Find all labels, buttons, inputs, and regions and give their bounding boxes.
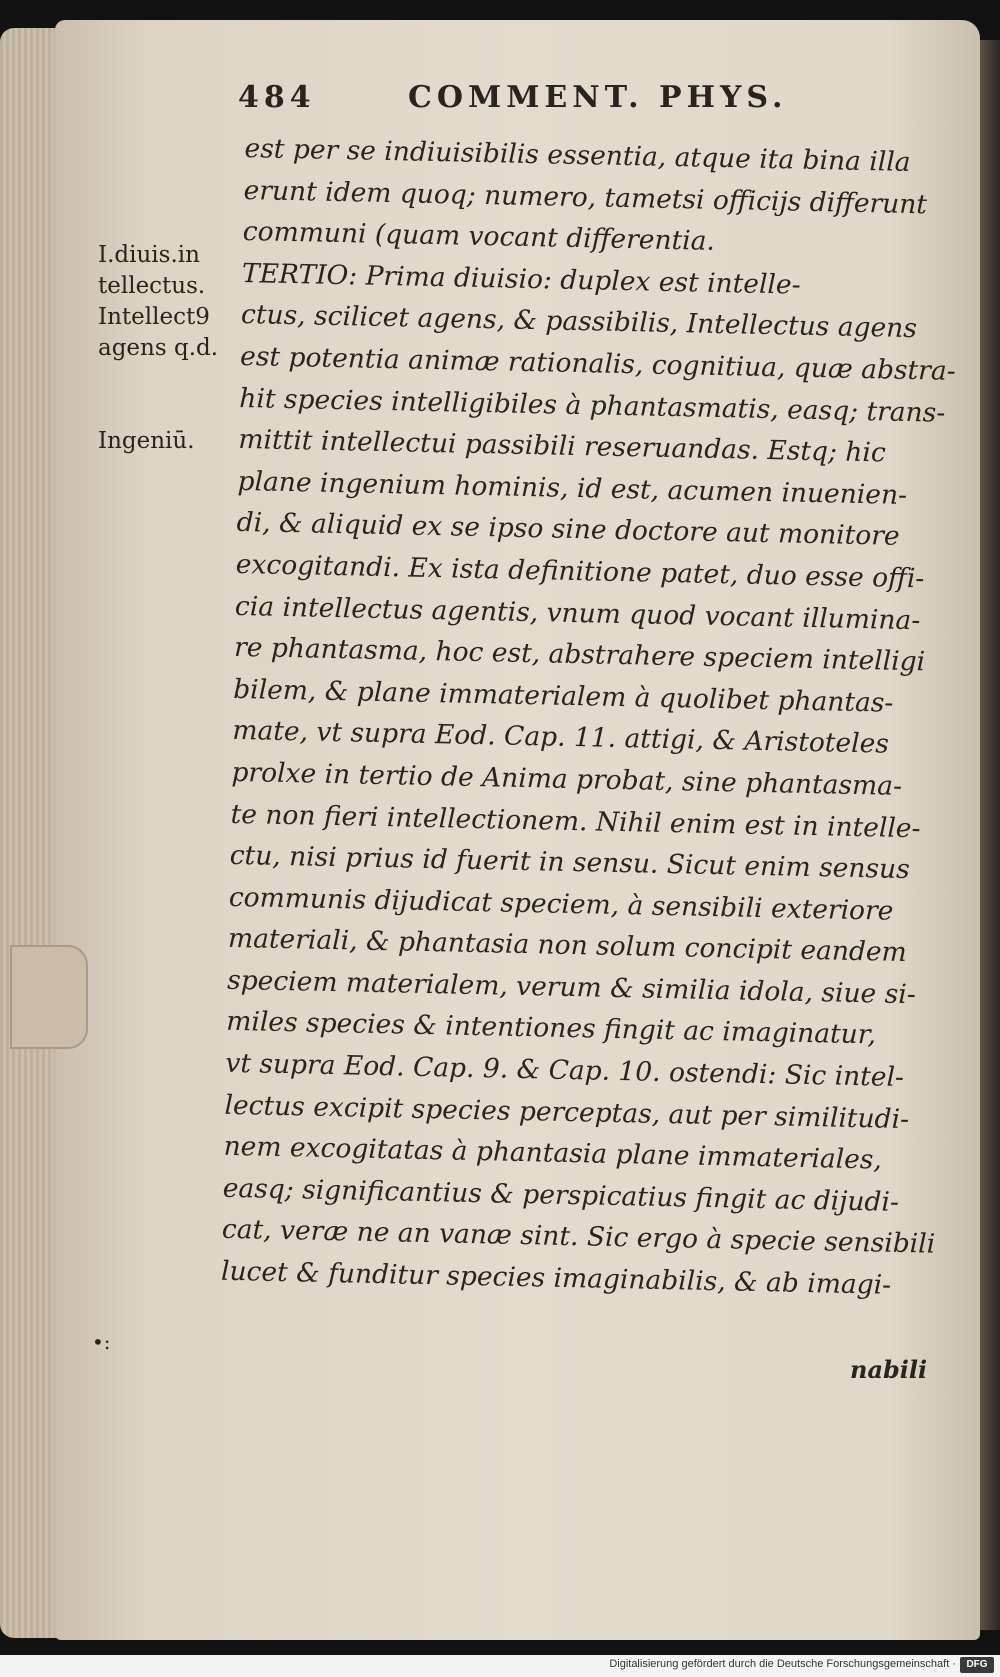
text-line: te non fieri intellectionem. Nihil enim est in intelle- <box>230 798 921 844</box>
text-line: communi (quam vocant differentia. <box>242 216 716 258</box>
text-line: communis dijudicat speciem, à sensibili exteriore <box>228 881 894 927</box>
text-line: excogitandi. Ex ista definitione patet, duo esse offi- <box>235 548 925 595</box>
text-line: vt supra Eod. Cap. 9. & Cap. 10. ostendi: Sic intel- <box>225 1047 905 1094</box>
text-line: plane ingenium hominis, id est, acumen inuenien- <box>237 465 908 511</box>
text-line: cat, veræ ne an vanæ sint. Sic ergo à specie sensibili <box>221 1214 936 1261</box>
text-line: lucet & funditur species imaginabilis, & ab imagi- <box>220 1255 892 1301</box>
running-title: COMMENT. PHYS. <box>408 80 788 115</box>
margin-note: Intellect9 <box>98 304 210 330</box>
text-line: bilem, & plane immaterialem à quolibet phantas- <box>232 673 894 719</box>
text-line: ctu, nisi prius id fuerit in sensu. Sicut enim sensus <box>229 839 911 886</box>
page-number: 484 <box>238 80 316 115</box>
text-line: hit species intelligibiles à phantasmatis, easq; trans- <box>239 382 946 429</box>
text-line: est potentia animæ rationalis, cognitiua, quæ abstra- <box>239 340 956 387</box>
text-line: lectus excipit species perceptas, aut per similitudi- <box>224 1089 910 1135</box>
margin-note: tellectus. <box>98 273 206 299</box>
text-line: easq; significantius & perspicatius fingit ac dijudi- <box>222 1172 900 1218</box>
footer-bar <box>0 1655 1000 1677</box>
text-line: TERTIO: Prima diuisio: duplex est intelle- <box>241 257 801 301</box>
page-header <box>238 80 818 120</box>
book-binding-shadow <box>980 40 1000 1630</box>
margin-note: Ingeniū. <box>98 428 195 454</box>
margin-notes <box>98 240 218 457</box>
margin-note: I.diuis.in <box>98 242 200 268</box>
text-line: cia intellectus agentis, vnum quod vocant illumina- <box>234 590 921 636</box>
margin-mark: •: <box>92 1330 111 1354</box>
text-line: miles species & intentiones fingit ac imaginatur, <box>225 1006 877 1051</box>
text-line: ctus, scilicet agens, & passibilis, Intellectus agens <box>240 299 918 345</box>
margin-note <box>98 395 218 426</box>
text-line: speciem materialem, verum & similia idola, siue si- <box>226 964 917 1011</box>
book-page-edges <box>0 28 60 1638</box>
text-line: erunt idem quoq; numero, tametsi officijs differunt <box>243 174 928 220</box>
body-text <box>220 128 956 1307</box>
bookmark-tab <box>10 945 88 1049</box>
text-line: mittit intellectui passibili reseruandas. Estq; hic <box>238 424 887 469</box>
text-line: re phantasma, hoc est, abstrahere speciem intelligi <box>233 632 926 678</box>
text-line: est per se indiuisibilis essentia, atque ita bina illa <box>244 132 911 178</box>
text-line: materiali, & phantasia non solum concipit eandem <box>227 923 908 969</box>
catchword: nabili <box>850 1355 928 1384</box>
funding-credit: Digitalisierung gefördert durch die Deutsche Forschungsgemeinschaft · <box>609 1658 956 1670</box>
text-line: di, & aliquid ex se ipso sine doctore aut monitore <box>236 507 900 553</box>
text-line: nem excogitatas à phantasia plane immateriales, <box>223 1131 883 1176</box>
text-line: mate, vt supra Eod. Cap. 11. attigi, & Aristoteles <box>232 715 890 760</box>
margin-note: agens q.d. <box>98 335 219 361</box>
text-line: prolxe in tertio de Anima probat, sine phantasma- <box>231 756 903 802</box>
margin-note <box>98 364 218 395</box>
dfg-logo: DFG <box>960 1657 994 1673</box>
